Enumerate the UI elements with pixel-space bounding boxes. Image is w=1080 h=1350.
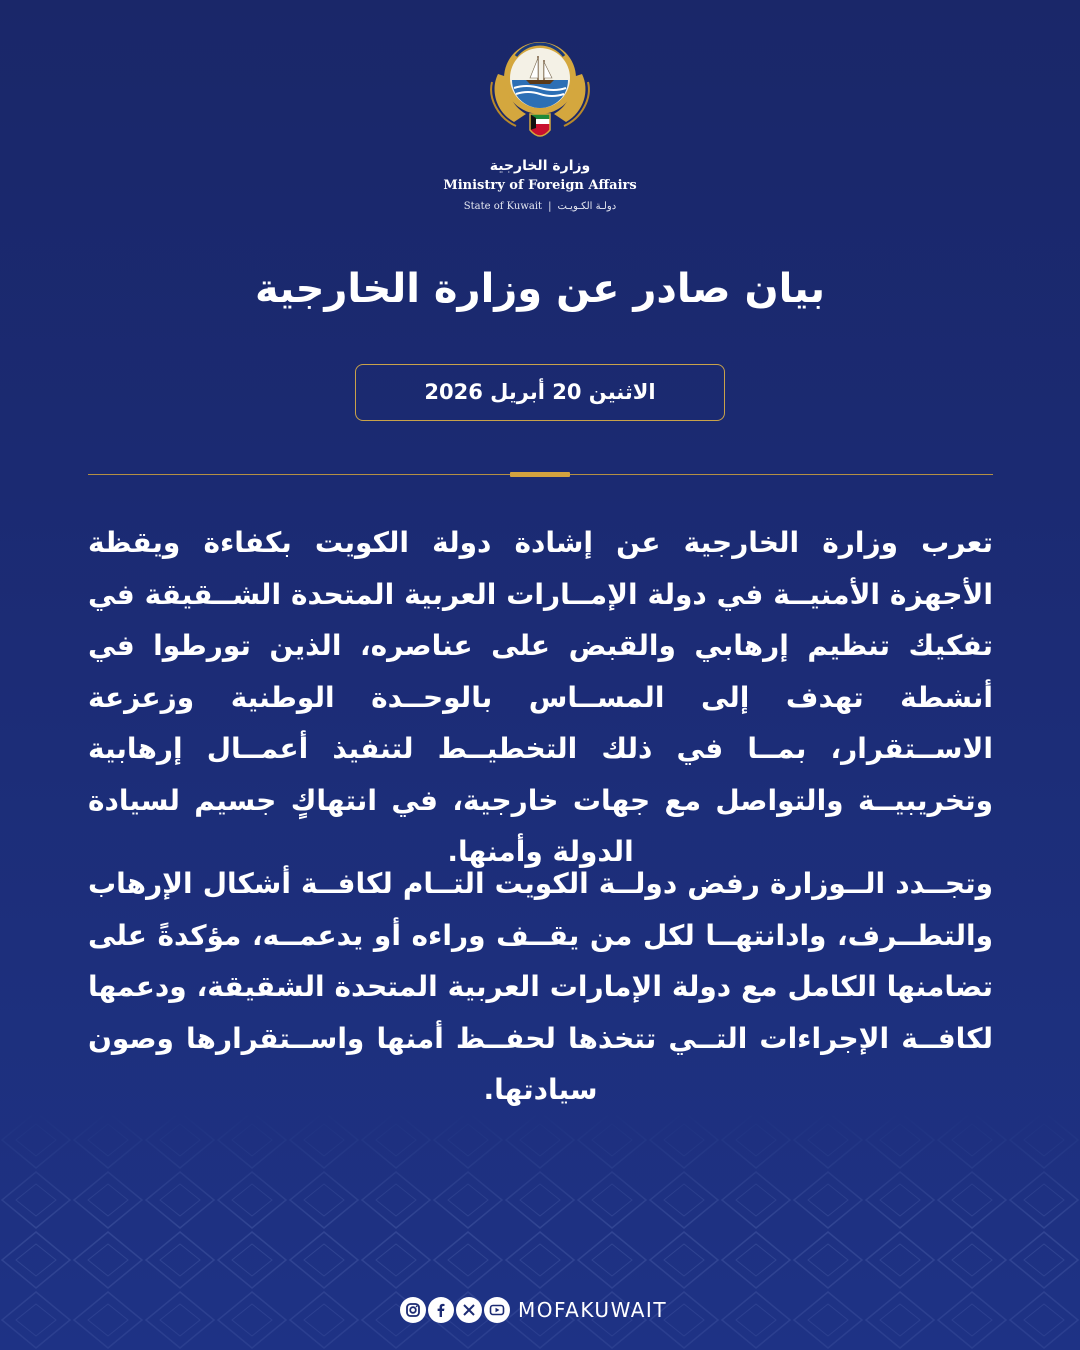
ministry-name-arabic: وزارة الخارجية [489, 158, 591, 174]
kuwait-coat-of-arms-icon [486, 34, 594, 146]
social-handle[interactable]: MOFAKUWAIT [518, 1298, 668, 1322]
x-icon[interactable] [456, 1297, 482, 1323]
instagram-icon[interactable] [400, 1297, 426, 1323]
statement-title: بيان صادر عن وزارة الخارجية [254, 266, 826, 312]
social-footer [400, 1294, 685, 1326]
state-name-arabic: دولـة الكـويـت [557, 201, 617, 212]
statement-date: الاثنين 20 أبريل 2026 [355, 364, 725, 421]
ministry-identity [340, 156, 740, 218]
facebook-icon[interactable] [428, 1297, 454, 1323]
divider-accent [510, 472, 570, 477]
state-name-english: State of Kuwait [463, 201, 543, 212]
statement-paragraph-1: تعرب وزارة الخارجية عن إشادة دولة الكويت بكفاءة ويقظة الأجهزة الأمنيــة في دولة الإمــارات العربية المتحدة الشــقيقة في تفكيك تنظيم إرهابي والقبض على عناصره، الذين تورطوا في أنشطة تهدف إلى المســاس بالوحــدة الوطنية وزعزعة الاســتقرار، بمــا في ذلك التخطيــط لتنفيذ أعمــال إرهابية وتخريبيــة والتواصل مع جهات خارجية، في انتهاكٍ جسيم لسيادة الدولة وأمنها. [88, 526, 993, 868]
state-separator: | [548, 201, 552, 212]
ministry-name-english: Ministry of Foreign Affairs [443, 178, 637, 193]
statement-paragraph-2: وتجــدد الــوزارة رفض دولــة الكويت التــام لكافــة أشكال الإرهاب والتطــرف، وادانتهــا لكل من يقــف وراءه أو يدعمــه، مؤكدةً على تضامنها الكامل مع دولة الإمارات العربية المتحدة الشقيقة، ودعمها لكافــة الإجراءات التــي تتخذها لحفــظ أمنها واســتقرارها وصون سيادتها. [88, 867, 993, 1106]
youtube-icon[interactable] [484, 1297, 510, 1323]
state-line [340, 196, 740, 218]
